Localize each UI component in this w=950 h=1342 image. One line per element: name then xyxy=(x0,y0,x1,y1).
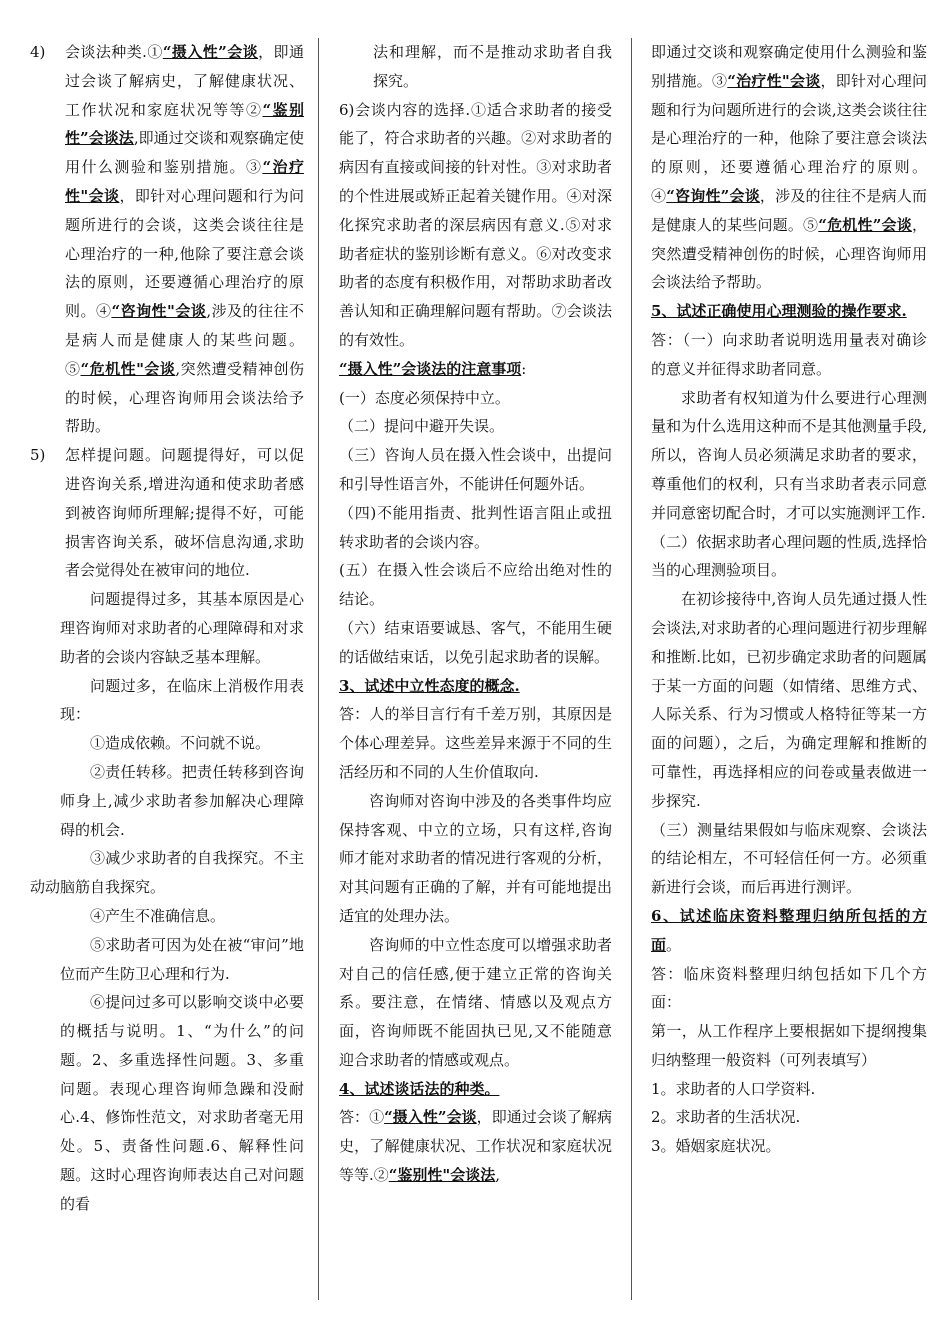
list-item: ⑥提问过多可以影响交谈中必要的概括与说明。1、“为什么”的问题。2、多重选择性问题。3、多重问题。表现心理咨询师急躁和没耐心.4、修饰性范文，对求助者毫无用处。5、责备性问题.6、解释性问题。这时心理咨询师表达自己对问题的看 xyxy=(60,993,304,1213)
term-therapeutic-interview: “治疗性"会谈 xyxy=(727,71,821,90)
list-item: （六）结束语要诚恳、客气，不能用生硬的话做结束话，以免引起求助者的误解。 xyxy=(339,618,612,666)
list-item: ③减少求助者的自我探究。不主动动脑筋自我探究。 xyxy=(30,849,304,897)
text-run: ，即针对心理问题和行为问题所进行的会谈，这类会谈往往是心理治疗的一种,他除了要注意会谈法的原则，还要遵循心理治疗的原则。④ xyxy=(65,186,304,321)
heading-text: “摄入性”会谈法的注意事项 xyxy=(339,359,522,378)
list-item: （二）提问中避开失误。 xyxy=(339,417,505,436)
item-number: 5) xyxy=(30,446,46,465)
question-6-heading xyxy=(651,902,927,960)
text-run: ,突然遭受精神创伤的时候，心理咨询师用会谈法给予帮助。 xyxy=(65,359,304,436)
text-run: ，即通过会谈了解病史，了解健康状况、工作状况和家庭状况等等.② xyxy=(339,1108,612,1185)
paragraph xyxy=(651,38,927,297)
term-crisis-interview: “危机性”会谈 xyxy=(818,215,912,234)
item-5 xyxy=(30,441,304,585)
list-item: ④产生不准确信息。 xyxy=(90,906,226,925)
text-run: : xyxy=(521,359,527,378)
list-item: （三）咨询人员在摄入性会谈中，出提问和引导性语言外，不能讲任何题外话。 xyxy=(339,446,612,493)
term-intake-interview: “摄入性”会谈 xyxy=(162,43,259,61)
paragraph: 咨询师对咨询中涉及的各类事件均应保持客观、中立的立场，只有这样,咨询师才能对求助者的情况进行客观的分析，对其问题有正确的了解，并有可能地提出适宜的处理办法。 xyxy=(339,791,612,925)
term-diagnostic-interview: “鉴别性"会谈法 xyxy=(388,1166,496,1185)
list-item: ①造成依赖。不问就不说。 xyxy=(90,734,271,753)
list-item: (五）在摄入性会谈后不应给出绝对性的结论。 xyxy=(339,561,612,609)
text-run: 即通过交谈和观察确定使用什么测验和鉴别措施。③ xyxy=(651,43,927,90)
text-run: ，突然遭受精神创伤的时候，心理咨询师用会谈法给予帮助。 xyxy=(651,215,927,292)
term-diagnostic-interview: “鉴别性”会谈法 xyxy=(65,100,304,148)
text-run: ，即通过会谈了解病史，了解健康状况、工作状况和家庭状况等等② xyxy=(65,43,304,119)
text-run: , xyxy=(495,1166,501,1185)
question-4-heading: 4、试述谈话法的种类。 xyxy=(339,1079,500,1098)
section-heading xyxy=(339,355,612,384)
paragraph: 法和理解，而不是推动求助者自我探究。 xyxy=(373,43,612,90)
term-therapeutic-interview: “治疗性"会谈 xyxy=(65,158,304,205)
column-3 xyxy=(651,38,927,1161)
list-item: ⑤求助者可因为处在被“审问”地位而产生防卫心理和行为. xyxy=(60,935,304,983)
column-1 xyxy=(30,38,304,1219)
column-divider-1 xyxy=(318,38,319,1300)
text-run: ,即通过交谈和观察确定使用什么测验和鉴别措施。③ xyxy=(65,129,304,177)
list-item: 2。求助者的生活状况. xyxy=(651,1108,801,1127)
text-run: 会谈法种类.① xyxy=(65,43,163,61)
heading-text: 6、试述临床资料整理归纳所包括的方面 xyxy=(651,906,927,954)
list-item: 1。求助者的人口学资料. xyxy=(651,1079,816,1098)
item-5-text: 怎样提问题。问题提得好，可以促进咨询关系,增进沟通和使求助者感到被咨询师所理解;提得不好，可能损害咨询关系，破坏信息沟通,求助者会觉得处在被审问的地位. xyxy=(65,446,304,580)
text-run: ,涉及的往往不是病人而是健康人的某些问题。⑤ xyxy=(65,302,304,378)
list-item: ②责任转移。把责任转移到咨询师身上,减少求助者参加解决心理障碍的机会. xyxy=(60,762,304,839)
text-run: ，即针对心理问题和行为问题所进行的会谈,这类会谈往往是心理治疗的一种，他除了要注意会谈法的原则，还要遵循心理治疗的原则。④ xyxy=(651,71,927,205)
paragraph: 答：临床资料整理归纳包括如下几个方面： xyxy=(651,964,927,1012)
text-run: ，涉及的往往不是病人而是健康人的某些问题。⑤ xyxy=(651,186,927,234)
item-4-text xyxy=(65,38,304,441)
term-crisis-interview: “危机性"会谈 xyxy=(80,359,176,378)
paragraph: 6)会谈内容的选择.①适合求助者的接受能了，符合求助者的兴趣。②对求助者的病因有直接或间接的针对性。③对求助者的个性进展或矫正起着关键作用。④对深化探究求助者的深层病因有意义.⑤对求助者症状的鉴别诊断有意义。⑥对改变求助者的态度有积极作用，对帮助求助者改善认知和正确理解问题有帮助。⑦会谈法的有效性。 xyxy=(339,100,612,349)
term-counseling-interview: “咨询性”会谈 xyxy=(666,186,760,205)
paragraph: 答：（一）向求助者说明选用量表对确诊的意义并征得求助者同意。 xyxy=(651,330,927,378)
list-item: 3。婚姻家庭状况。 xyxy=(651,1137,781,1156)
paragraph: 答：人的举目言行有千差万别，其原因是个体心理差异。这些差异来源于不同的生活经历和不同的人生价值取向. xyxy=(339,705,612,781)
paragraph: （二）依据求助者心理问题的性质,选择恰当的心理测验项目。 xyxy=(651,532,927,580)
item-4 xyxy=(30,38,304,441)
term-intake-interview: “摄入性”会谈 xyxy=(384,1108,477,1127)
paragraph: （三）测量结果假如与临床观察、会谈法的结论相左，不可轻信任何一方。必须重新进行会谈，而后再进行测评。 xyxy=(651,820,927,897)
paragraph: 问题提得过多，其基本原因是心理咨询师对求助者的心理障碍和对求助者的会谈内容缺乏基本理解。 xyxy=(60,590,304,666)
paragraph: 在初诊接待中,咨询人员先通过摄人性会谈法,对求助者的心理问题进行初步理解和推断.比如，已初步确定求助者的问题属于某一方面的问题（如情绪、思维方式、人际关系、行为习惯或人格特征等某一方面的问题），之后，为确定理解和推断的可靠性，再选择相应的问卷或量表做进一步探究. xyxy=(651,590,927,810)
question-3-heading: 3、试述中立性态度的概念. xyxy=(339,676,520,695)
item-number: 4) xyxy=(30,43,46,61)
text-run: 。 xyxy=(666,935,682,954)
paragraph: 咨询师的中立性态度可以增强求助者对自己的信任感,便于建立正常的咨询关系。要注意，在情绪、情感以及观点方面，咨询师既不能固执已见,又不能随意迎合求助者的情感或观点。 xyxy=(339,935,612,1069)
text-run: 答：① xyxy=(339,1108,385,1127)
question-5-heading: 5、试述正确使用心理测验的操作要求. xyxy=(651,302,907,321)
paragraph: 问题过多，在临床上消极作用表现： xyxy=(60,676,304,724)
paragraph: 求助者有权知道为什么要进行心理测量和为什么选用这种而不是其他测量手段,所以，咨询人员必须满足求助者的要求，尊重他们的权利，只有当求助者表示同意并同意密切配合时，才可以实施测评工作. xyxy=(651,388,927,522)
list-item: (一）态度必须保持中立。 xyxy=(339,388,510,407)
term-counseling-interview: “咨询性"会谈 xyxy=(111,302,207,321)
list-item: （四)不能用指责、批判性语言阻止或扭转求助者的会谈内容。 xyxy=(339,503,612,551)
column-divider-2 xyxy=(631,38,632,1300)
paragraph: 第一，从工作程序上要根据如下提纲搜集归纳整理一般资料（可列表填写） xyxy=(651,1022,927,1069)
paragraph xyxy=(339,1103,612,1189)
column-2 xyxy=(339,38,612,1190)
